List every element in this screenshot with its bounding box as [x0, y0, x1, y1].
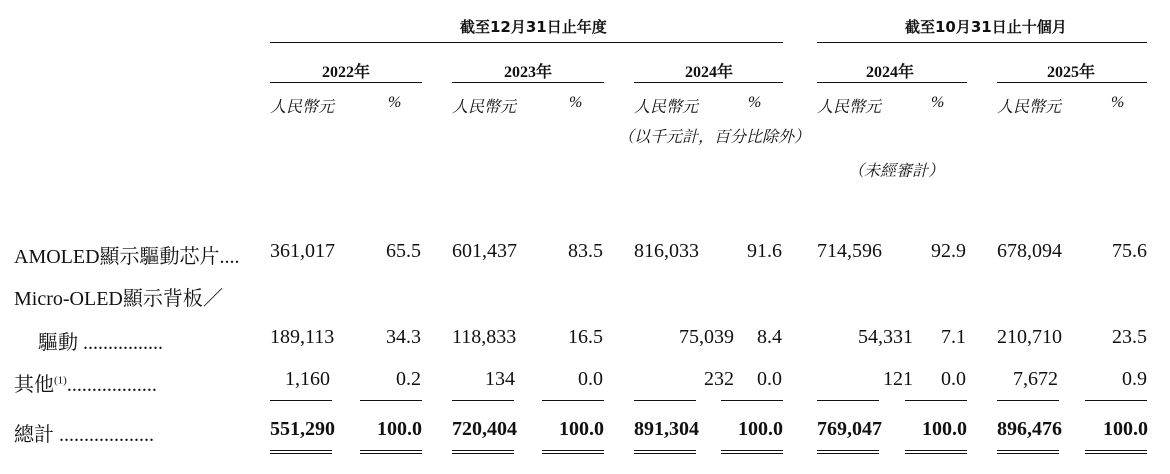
currency-header-2025-tm: 人民幣元 [997, 99, 1062, 116]
table-cell: 210,710 [997, 326, 1062, 348]
year-2022: 2022年 [322, 64, 371, 81]
subtotal-rule [452, 400, 514, 401]
table-cell: 23.5 [1112, 326, 1147, 348]
total-cell: 100.0 [922, 418, 967, 440]
row-label-total [14, 418, 154, 447]
header-ten-months: 截至10月31日止十個月 [905, 18, 1067, 36]
percent-header-2023: % [569, 94, 583, 111]
total-cell: 891,304 [634, 418, 699, 440]
table-cell: 75,039 [679, 326, 734, 348]
table-cell: 83.5 [568, 240, 603, 262]
table-cell: 1,160 [285, 368, 330, 390]
total-double-rule [1085, 450, 1147, 454]
table-cell: 75.6 [1112, 240, 1147, 262]
total-cell: 100.0 [559, 418, 604, 440]
percent-header-2024-tm: % [931, 94, 945, 111]
subtotal-rule [905, 400, 967, 401]
table-cell: 714,596 [817, 240, 882, 262]
unaudited-note: （未經審計） [848, 163, 945, 180]
table-cell: 118,833 [452, 326, 517, 348]
total-double-rule [270, 450, 332, 454]
header-year-end: 截至12月31日止年度 [460, 18, 607, 36]
row-label-others [14, 368, 157, 397]
table-cell: 0.0 [757, 368, 782, 390]
subtotal-rule [721, 400, 783, 401]
table-cell: 0.2 [396, 368, 421, 390]
total-double-rule [542, 450, 604, 454]
percent-header-2025-tm: % [1111, 94, 1125, 111]
total-cell: 100.0 [377, 418, 422, 440]
table-cell: 816,033 [634, 240, 699, 262]
table-cell: 121 [883, 368, 913, 390]
currency-header-2024: 人民幣元 [634, 99, 699, 116]
table-cell: 92.9 [931, 240, 966, 262]
table-cell: 601,437 [452, 240, 517, 262]
total-cell: 896,476 [997, 418, 1062, 440]
currency-header-2024-tm: 人民幣元 [817, 99, 882, 116]
units-note: （以千元計，百分比除外） [618, 129, 811, 146]
table-cell: 0.0 [941, 368, 966, 390]
table-cell: 0.9 [1122, 368, 1147, 390]
percent-header-2024: % [748, 94, 762, 111]
table-cell: 91.6 [747, 240, 782, 262]
total-double-rule [452, 450, 514, 454]
total-cell: 100.0 [738, 418, 783, 440]
subtotal-rule [997, 400, 1059, 401]
table-cell: 54,331 [858, 326, 913, 348]
year-2025-tm-rule [997, 82, 1147, 83]
header-ten-months-rule [817, 42, 1147, 43]
table-cell: 232 [704, 368, 734, 390]
subtotal-rule [360, 400, 422, 401]
table-cell: 7.1 [941, 326, 966, 348]
total-cell: 769,047 [817, 418, 882, 440]
year-2024-tm-rule [817, 82, 967, 83]
subtotal-rule [542, 400, 604, 401]
table-cell: 8.4 [757, 326, 782, 348]
year-2023: 2023年 [504, 64, 553, 81]
header-year-end-rule [270, 42, 783, 43]
subtotal-rule [1085, 400, 1147, 401]
total-double-rule [360, 450, 422, 454]
row-dots: .... [219, 246, 240, 268]
total-cell: 551,290 [270, 418, 335, 440]
row-label-amoled-text: AMOLED顯示驅動芯片 [14, 246, 220, 268]
subtotal-rule [817, 400, 879, 401]
year-2024-full: 2024年 [685, 64, 734, 81]
row-label-micro-oled: Micro-OLED顯示背板／ [14, 288, 223, 310]
table-cell: 134 [485, 368, 515, 390]
total-cell: 720,404 [452, 418, 517, 440]
year-2024-ten-months: 2024年 [866, 64, 915, 81]
total-double-rule [997, 450, 1059, 454]
total-double-rule [634, 450, 696, 454]
table-cell: 16.5 [568, 326, 603, 348]
total-double-rule [817, 450, 879, 454]
total-double-rule [721, 450, 783, 454]
row-label-amoled [14, 240, 240, 269]
year-2024-rule [634, 82, 783, 83]
footnote-marker: (1) [54, 374, 67, 387]
row-label-micro-oled-cont [38, 326, 163, 355]
currency-header-2023: 人民幣元 [452, 99, 517, 116]
year-2023-rule [452, 82, 604, 83]
row-label-micro-oled-cont-text: 驅動 [38, 332, 78, 354]
year-2022-rule [270, 82, 422, 83]
subtotal-rule [634, 400, 696, 401]
percent-header-2022: % [388, 94, 402, 111]
table-cell: 7,672 [1013, 368, 1058, 390]
table-cell: 65.5 [386, 240, 421, 262]
row-label-total-text: 總計 [14, 424, 54, 446]
row-dots: .................. [66, 374, 157, 396]
currency-header-2022: 人民幣元 [270, 99, 335, 116]
total-cell: 100.0 [1103, 418, 1148, 440]
table-cell: 0.0 [578, 368, 603, 390]
row-label-others-text: 其他 [14, 374, 54, 396]
row-dots: ................ [83, 332, 163, 354]
subtotal-rule [270, 400, 332, 401]
table-cell: 189,113 [270, 326, 335, 348]
table-cell: 34.3 [386, 326, 421, 348]
table-cell: 678,094 [997, 240, 1062, 262]
row-dots: ................... [59, 424, 154, 446]
total-double-rule [905, 450, 967, 454]
table-cell: 361,017 [270, 240, 335, 262]
year-2025-ten-months: 2025年 [1047, 64, 1096, 81]
